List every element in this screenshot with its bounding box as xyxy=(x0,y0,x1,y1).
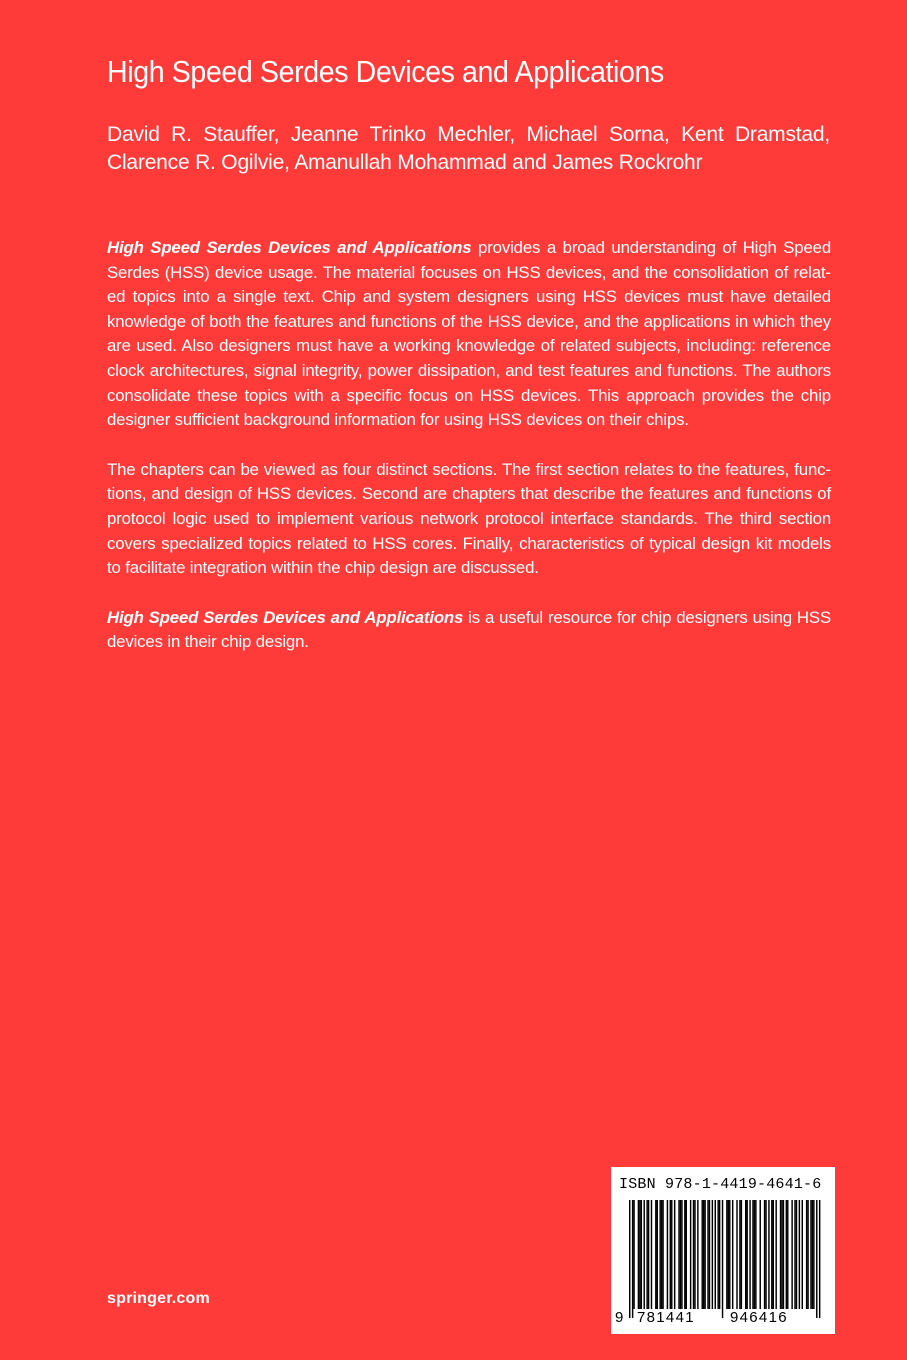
barcode-bar xyxy=(651,1200,652,1309)
barcode-bar xyxy=(671,1200,672,1309)
description-p1-title: High Speed Serdes Devices and Applications xyxy=(107,238,472,257)
description-paragraph-3 xyxy=(107,606,831,655)
barcode-bar xyxy=(775,1200,776,1309)
barcode-digits-right: 946416 xyxy=(730,1309,788,1326)
barcode-bar xyxy=(754,1200,755,1309)
barcode-bar xyxy=(704,1200,705,1309)
book-authors: David R. Stauffer, Jeanne Trinko Mechler, Michael Sorna, Kent Dramstad, Clarence R. Ogilvie, Amanullah Mohammad and James Rockrohr xyxy=(107,123,830,174)
isbn-barcode xyxy=(611,1167,835,1334)
barcode-bar xyxy=(681,1200,682,1309)
barcode-bar xyxy=(755,1200,756,1309)
barcode-bar xyxy=(741,1200,742,1309)
barcode-bar xyxy=(812,1200,813,1309)
barcode-bar xyxy=(799,1200,800,1309)
barcode-bar xyxy=(791,1200,792,1309)
barcode-bar xyxy=(707,1200,708,1309)
barcode-bar xyxy=(646,1200,647,1309)
barcode-bar xyxy=(728,1200,729,1309)
barcode-bar xyxy=(686,1200,687,1309)
barcode-bar xyxy=(684,1200,685,1309)
barcode-bar xyxy=(736,1200,737,1309)
barcode-bar xyxy=(807,1200,808,1309)
barcode-bar xyxy=(781,1200,782,1309)
barcode-bar xyxy=(662,1200,663,1309)
barcode-bar xyxy=(794,1200,795,1309)
description-paragraph-1 xyxy=(107,236,831,433)
barcode-bar xyxy=(752,1200,753,1309)
barcode-bar xyxy=(655,1200,656,1309)
barcode-bar xyxy=(657,1200,658,1309)
barcode-bar xyxy=(717,1200,718,1309)
barcode-bar xyxy=(796,1200,797,1309)
barcode-bar xyxy=(749,1200,750,1309)
barcode-bar xyxy=(694,1200,695,1309)
barcode-bar xyxy=(726,1200,727,1309)
barcode-bar xyxy=(629,1200,630,1318)
barcode-digits-left: 781441 xyxy=(637,1309,695,1326)
barcode-bar xyxy=(641,1200,642,1309)
isbn-label: ISBN 978-1-4419-4641-6 xyxy=(619,1176,822,1193)
barcode-bar xyxy=(764,1200,765,1309)
barcode-bar xyxy=(659,1200,660,1309)
barcode-digit-first: 9 xyxy=(615,1309,625,1326)
barcode-bar xyxy=(771,1200,772,1309)
barcode-bar xyxy=(739,1200,740,1309)
barcode-bar xyxy=(633,1200,634,1309)
barcode-bar xyxy=(670,1200,671,1309)
barcode-bar xyxy=(722,1200,723,1318)
barcode-bar xyxy=(732,1200,733,1309)
barcode-bar xyxy=(690,1200,691,1309)
barcode-bar xyxy=(813,1200,814,1309)
barcode-bar xyxy=(703,1200,704,1309)
barcode-bar xyxy=(680,1200,681,1309)
barcode-bar xyxy=(802,1200,803,1309)
barcode-bar xyxy=(783,1200,784,1309)
barcode-bar xyxy=(780,1200,781,1309)
barcode-bar xyxy=(816,1200,817,1318)
barcode-bar xyxy=(729,1200,730,1309)
barcode-bar xyxy=(693,1200,694,1309)
book-description xyxy=(107,236,831,680)
barcode-bar xyxy=(715,1200,716,1309)
barcode-bar xyxy=(819,1200,820,1318)
barcode-bar xyxy=(806,1200,807,1309)
barcode-bar xyxy=(648,1200,649,1309)
barcode-bar xyxy=(745,1200,746,1309)
barcode-bar xyxy=(632,1200,633,1318)
barcode-bar xyxy=(697,1200,698,1309)
description-paragraph-2: The chapters can be viewed as four distinct sections. The first section relates to the features, functions, and design of HSS devices. Second are chapters that describe the features and functions of protocol logic used to implement various network protocol interface standards. The third section covers specialized topics related to HSS cores. Finally, characteristics of typical design kit models to facilitate integration within the chip design are discussed. xyxy=(107,459,831,578)
barcode-bar xyxy=(709,1200,710,1309)
barcode-bar xyxy=(768,1200,769,1309)
barcode-bar xyxy=(638,1200,639,1309)
description-p1-text: provides a broad understanding of High Speed Serdes (HSS) device usage. The material focuses on HSS devices, and the consolidation of related topics into a single text. Chip and system designers using HSS devices must have detailed knowledge of both the features and functions of the HSS device, and the applications in which they are used. Also designers must have a working knowledge of related subjects, including: reference clock architectures, signal integrity, power dissipation, and test features and functions. The authors consolidate these topics with a specific focus on HSS devices. This approach provides the chip designer sufficient background information for using HSS devices on their chips. xyxy=(107,238,832,430)
barcode-bar xyxy=(760,1200,761,1309)
publisher-url: springer.com xyxy=(107,1290,210,1307)
book-title: High Speed Serdes Devices and Applications xyxy=(107,54,664,89)
barcode-bar xyxy=(644,1200,645,1309)
barcode-bar xyxy=(678,1200,679,1309)
description-p3-text: is a useful resource for chip designers using HSS devices in their chip design. xyxy=(107,607,831,652)
barcode-bar xyxy=(712,1200,713,1309)
barcode-bar xyxy=(702,1200,703,1309)
barcode-bar xyxy=(746,1200,747,1309)
barcode-bar xyxy=(765,1200,766,1309)
barcode-bar xyxy=(661,1200,662,1309)
description-p3-title: High Speed Serdes Devices and Applications xyxy=(107,607,464,627)
barcode-bar xyxy=(773,1200,774,1309)
barcode-bar xyxy=(674,1200,675,1309)
barcode-bar xyxy=(719,1200,720,1309)
barcode-bar xyxy=(810,1200,811,1309)
barcode-bar xyxy=(639,1200,640,1309)
barcode-bar xyxy=(786,1200,787,1309)
barcode-bar xyxy=(787,1200,788,1309)
barcode-bar xyxy=(667,1200,668,1309)
